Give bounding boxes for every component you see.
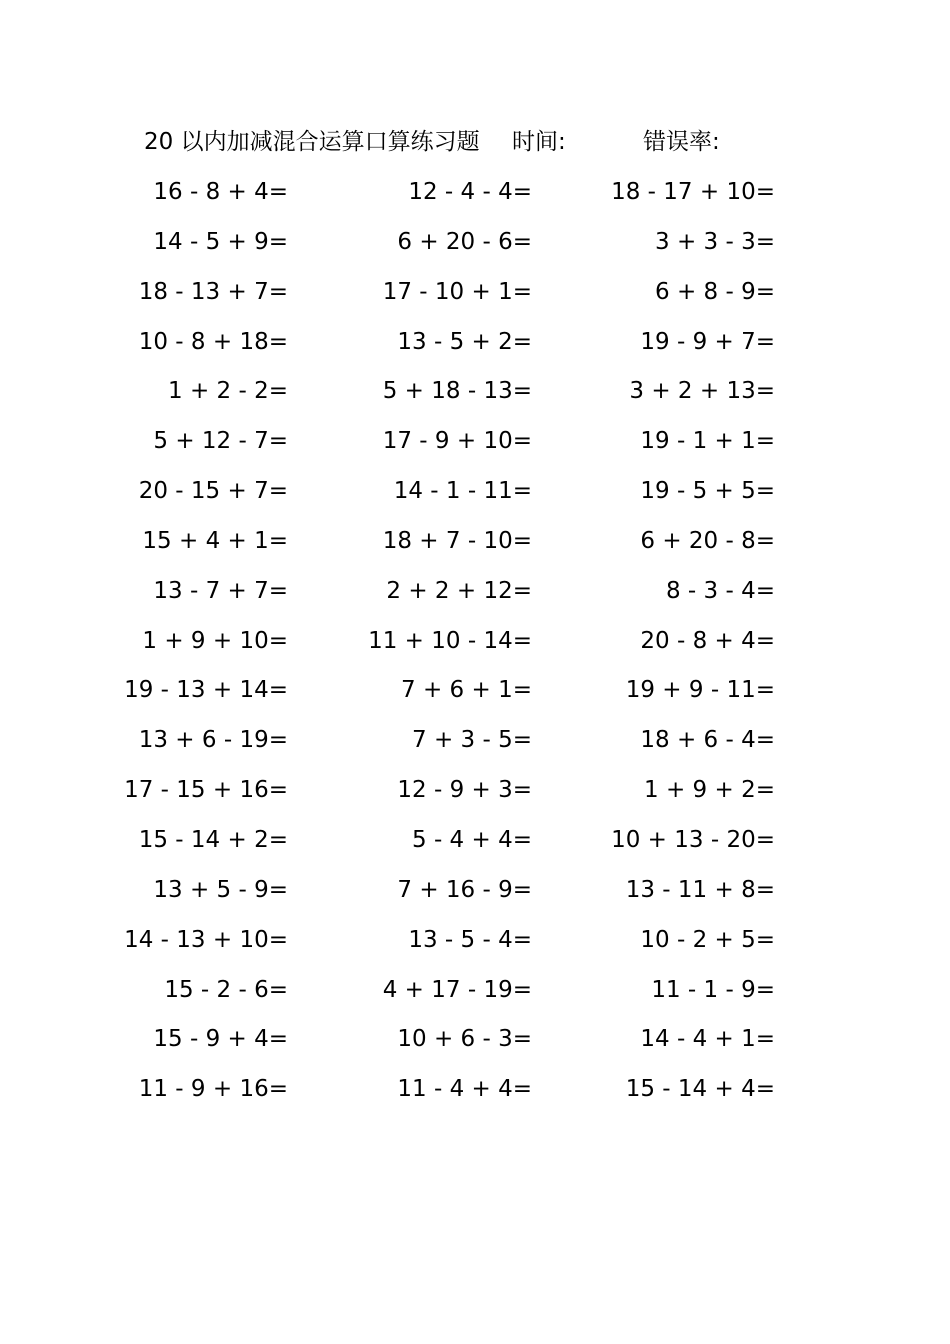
- problem-item: 15 - 2 - 6=: [164, 976, 288, 1003]
- problem-item: 5 + 18 - 13=: [382, 378, 532, 405]
- problem-row: [0, 1019, 950, 1069]
- problem-row: [0, 371, 950, 421]
- problem-item: 11 - 1 - 9=: [651, 976, 775, 1003]
- worksheet-title: 20 以内加减混合运算口算练习题: [144, 129, 480, 155]
- problem-item: 19 - 9 + 7=: [640, 328, 775, 355]
- problem-item: 12 - 9 + 3=: [397, 777, 532, 804]
- problem-grid: [0, 172, 950, 1119]
- problem-item: 13 - 7 + 7=: [153, 577, 288, 604]
- problem-row: [0, 521, 950, 571]
- problem-row: [0, 571, 950, 621]
- problem-item: 6 + 20 - 8=: [640, 527, 775, 554]
- problem-item: 5 - 4 + 4=: [412, 826, 532, 853]
- problem-row: [0, 870, 950, 920]
- problem-row: [0, 421, 950, 471]
- problem-row: [0, 1069, 950, 1119]
- problem-item: 17 - 10 + 1=: [382, 278, 532, 305]
- problem-item: 19 + 9 - 11=: [625, 677, 775, 704]
- problem-item: 13 + 5 - 9=: [153, 876, 288, 903]
- problem-item: 13 + 6 - 19=: [138, 727, 288, 754]
- problem-row: [0, 272, 950, 322]
- problem-item: 14 - 5 + 9=: [153, 228, 288, 255]
- problem-item: 10 + 13 - 20=: [611, 826, 775, 853]
- problem-item: 15 - 14 + 4=: [625, 1076, 775, 1103]
- problem-item: 1 + 2 - 2=: [168, 378, 288, 405]
- problem-item: 20 - 15 + 7=: [138, 478, 288, 505]
- problem-item: 15 + 4 + 1=: [142, 527, 288, 554]
- problem-item: 7 + 16 - 9=: [397, 876, 532, 903]
- problem-item: 1 + 9 + 10=: [142, 627, 288, 654]
- problem-row: [0, 621, 950, 671]
- problem-row: [0, 172, 950, 222]
- problem-row: [0, 970, 950, 1020]
- problem-item: 19 - 1 + 1=: [640, 428, 775, 455]
- problem-item: 18 - 13 + 7=: [138, 278, 288, 305]
- problem-item: 10 - 2 + 5=: [640, 926, 775, 953]
- problem-item: 4 + 17 - 19=: [382, 976, 532, 1003]
- problem-item: 6 + 8 - 9=: [655, 278, 775, 305]
- problem-item: 13 - 5 + 2=: [397, 328, 532, 355]
- problem-item: 5 + 12 - 7=: [153, 428, 288, 455]
- problem-item: 19 - 13 + 14=: [124, 677, 288, 704]
- problem-item: 12 - 4 - 4=: [408, 179, 532, 205]
- problem-item: 13 - 5 - 4=: [408, 926, 532, 953]
- problem-item: 14 - 13 + 10=: [124, 926, 288, 953]
- problem-item: 14 - 1 - 11=: [393, 478, 532, 505]
- problem-item: 15 - 14 + 2=: [138, 826, 288, 853]
- problem-item: 14 - 4 + 1=: [640, 1026, 775, 1053]
- problem-item: 11 + 10 - 14=: [368, 627, 532, 654]
- problem-item: 16 - 8 + 4=: [153, 179, 288, 205]
- problem-row: [0, 471, 950, 521]
- problem-item: 15 - 9 + 4=: [153, 1026, 288, 1053]
- problem-item: 17 - 15 + 16=: [124, 777, 288, 804]
- problem-item: 8 - 3 - 4=: [665, 577, 775, 604]
- problem-item: 13 - 11 + 8=: [625, 876, 775, 903]
- problem-item: 2 + 2 + 12=: [386, 577, 532, 604]
- problem-item: 1 + 9 + 2=: [644, 777, 775, 804]
- problem-item: 20 - 8 + 4=: [640, 627, 775, 654]
- error-rate-label: 错误率:: [643, 129, 720, 155]
- problem-row: [0, 770, 950, 820]
- problem-item: 6 + 20 - 6=: [397, 228, 532, 255]
- problem-item: 18 - 17 + 10=: [611, 179, 775, 205]
- problem-item: 10 + 6 - 3=: [397, 1026, 532, 1053]
- problem-item: 18 + 6 - 4=: [640, 727, 775, 754]
- problem-row: [0, 222, 950, 272]
- problem-item: 7 + 6 + 1=: [401, 677, 532, 704]
- problem-row: [0, 670, 950, 720]
- problem-item: 18 + 7 - 10=: [382, 527, 532, 554]
- problem-row: [0, 920, 950, 970]
- problem-item: 11 - 9 + 16=: [138, 1076, 288, 1103]
- problem-item: 10 - 8 + 18=: [138, 328, 288, 355]
- problem-item: 3 + 2 + 13=: [629, 378, 775, 405]
- time-label: 时间:: [512, 129, 566, 155]
- problem-item: 11 - 4 + 4=: [397, 1076, 532, 1103]
- problem-row: [0, 720, 950, 770]
- problem-row: [0, 820, 950, 870]
- problem-row: [0, 322, 950, 372]
- problem-item: 19 - 5 + 5=: [640, 478, 775, 505]
- problem-item: 7 + 3 - 5=: [412, 727, 532, 754]
- problem-item: 3 + 3 - 3=: [655, 228, 775, 255]
- problem-item: 17 - 9 + 10=: [382, 428, 532, 455]
